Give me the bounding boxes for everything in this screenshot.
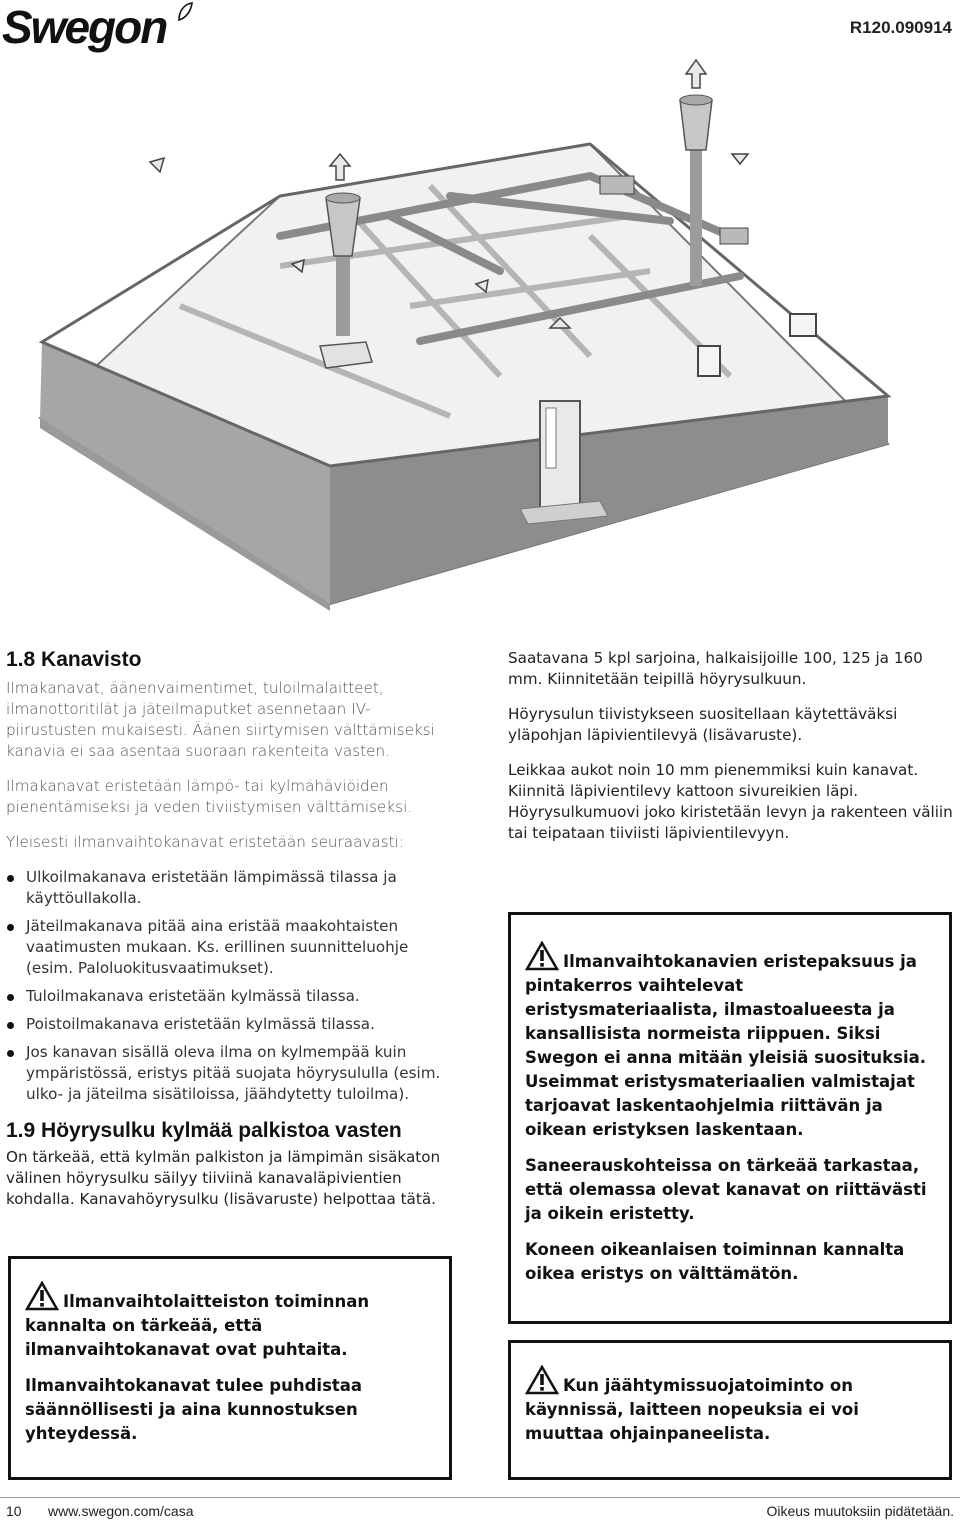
document-code: R120.090914 [849, 18, 952, 37]
paragraph: Leikkaa aukot noin 10 mm pienemmiksi kuin kanavat. Kiinnitä läpivientilevy kattoon sivureikien läpi. Höyrysulkumuovi joko kiristetään levyn ja rakenteen väliin tai teipataan tiiviisti läpivientilevyyn. [508, 761, 953, 842]
list-item: Poistoilmakanava eristetään kylmässä tilassa. [6, 1014, 454, 1035]
paragraph: On tärkeää, että kylmän palkiston ja lämpimän sisäkaton välinen höyrysulku säilyy tiiviinä kanavaläpivientien kohdalla. Kanavahöyrysulku (lisävaruste) helpottaa tätä. [6, 1148, 441, 1208]
warning-text: Ilmanvaihtokanavat tulee puhdistaa säännöllisesti ja aina kunnostuksen yhteydessä. [25, 1376, 363, 1443]
house-ventilation-illustration [30, 46, 930, 611]
ventilation-unit [600, 176, 634, 194]
paragraph: Saatavana 5 kpl sarjoina, halkaisijoille 100, 125 ja 160 mm. Kiinnitetään teipillä höyrysulkuun. [508, 649, 923, 688]
ventilation-unit [720, 228, 748, 244]
footer-rights: Oikeus muutoksiin pidätetään. [766, 1503, 954, 1519]
window [698, 346, 720, 376]
airflow-arrow-icon [330, 154, 350, 180]
airflow-arrow-icon [686, 60, 706, 88]
left-column [6, 648, 454, 1224]
right-column [508, 648, 954, 858]
warning-triangle-icon [525, 941, 559, 971]
swegon-leaf-icon [176, 2, 194, 22]
airflow-arrow-icon [732, 154, 748, 164]
insulation-list [6, 867, 454, 1105]
warning-box-cleaning [8, 1256, 452, 1480]
paragraph: Yleisesti ilmanvaihtokanavat eristetään seuraavasti: [6, 833, 404, 851]
window [790, 314, 816, 336]
section-heading-1-8: 1.8 Kanavisto [6, 648, 142, 671]
footer-rule [0, 1497, 960, 1498]
list-item: Tuloilmakanava eristetään kylmässä tilassa. [6, 986, 454, 1007]
warning-text: Ilmanvaihtolaitteiston toiminnan kannalta on tärkeää, että ilmanvaihtokanavat ovat puhtaita. [25, 1281, 435, 1362]
list-item: Ulkoilmakanava eristetään lämpimässä tilassa ja käyttöullakolla. [6, 867, 454, 909]
warning-box-insulation [508, 912, 952, 1324]
paragraph: Ilmakanavat eristetään lämpö- tai kylmähäviöiden pienentämiseksi ja veden tiviistymisen välttämiseksi. [6, 777, 413, 816]
footer-url[interactable]: www.swegon.com/casa [48, 1503, 194, 1519]
warning-text: Ilmanvaihtokanavien eristepaksuus ja pintakerros vaihtelevat eristysmateriaalista, ilmastoalueesta ja kansallisista normeista riippuen. Siksi Swegon ei anna mitään yleisiä suosituksia. Useimmat eristysmateriaalien valmistajat tarjoavat laskentaohjelmia riittävän ja oikean eristyksen laskentaan. [525, 941, 935, 1142]
warning-text: Koneen oikeanlaisen toiminnan kannalta oikea eristys on välttämätön. [525, 1240, 905, 1283]
warning-text: Kun jäähtymissuojatoiminto on käynnissä, laitteen nopeuksia ei voi muuttaa ohjainpaneelista. [525, 1365, 935, 1446]
list-item: Jäteilmakanava pitää aina eristää maakohtaisten vaatimusten mukaan. Ks. erillinen suunnitteluohje (esim. Paloluokitusvaatimukset). [6, 916, 454, 979]
warning-text: Saneerauskohteissa on tärkeää tarkastaa, että olemassa olevat kanavat on riittävästi ja oikein eristetty. [525, 1156, 927, 1223]
list-item: Jos kanavan sisällä oleva ilma on kylmempää kuin ympäristössä, eristys pitää suojata höyrysululla (esim. ulko- ja jäteilma sisätiloissa, jäähdytetty tuloilma). [6, 1042, 454, 1105]
warning-triangle-icon [525, 1365, 559, 1395]
page-number: 10 [6, 1503, 22, 1519]
paragraph: Höyrysulun tiivistykseen suositellaan käytettäväksi yläpohjan läpivientilevyä (lisävaruste). [508, 705, 898, 744]
warning-triangle-icon [25, 1281, 59, 1311]
warning-box-frost-protection [508, 1340, 952, 1480]
section-heading-1-9: 1.9 Höyrysulku kylmää palkistoa vasten [6, 1119, 402, 1142]
airflow-arrow-icon [150, 158, 164, 172]
swegon-logo: Swegon [2, 1, 167, 53]
paragraph: Ilmakanavat, äänenvaimentimet, tuloilmalaitteet, ilmanottoritilät ja jäteilmaputket asennetaan IV-piirustusten mukaisesti. Äänen siirtymisen välttämiseksi kanavia ei saa asentaa suoraan rakenteita vasten. [6, 679, 435, 760]
